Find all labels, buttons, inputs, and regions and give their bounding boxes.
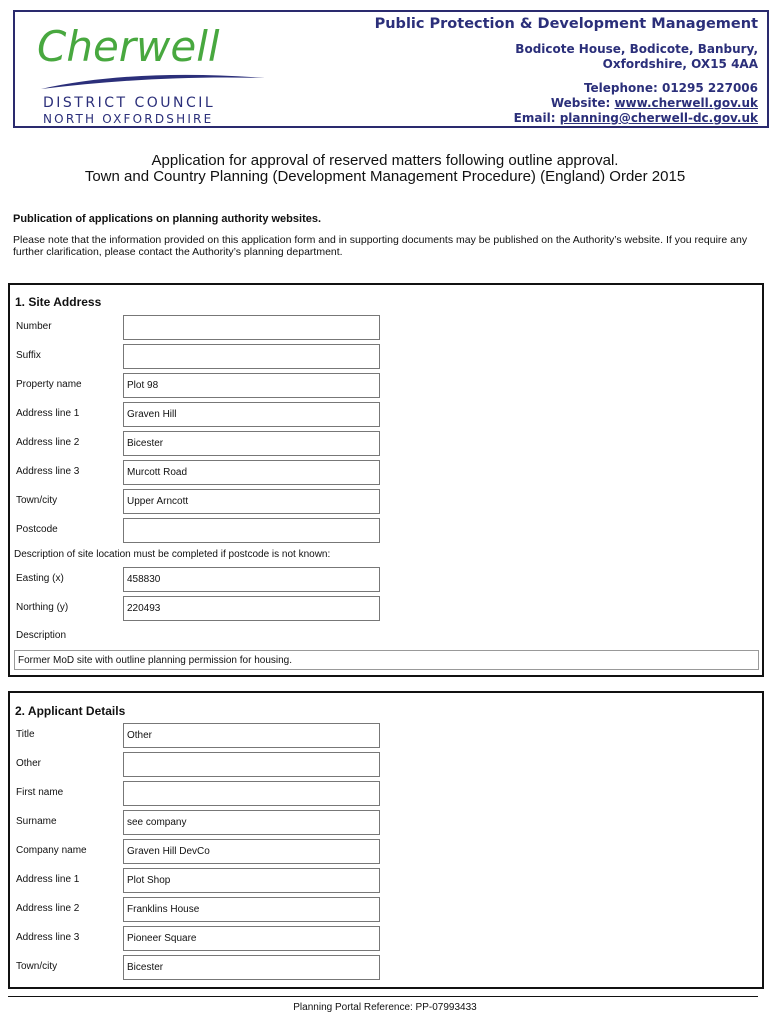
address-line-2: Oxfordshire, OX15 4AA — [602, 57, 758, 71]
property-name-field[interactable]: Plot 98 — [123, 373, 380, 398]
field-label: Other — [16, 758, 42, 769]
postcode-field[interactable] — [123, 518, 380, 543]
field-label: Suffix — [16, 350, 41, 361]
logo-line-north: NORTH OXFORDSHIRE — [43, 112, 214, 126]
number-field[interactable] — [123, 315, 380, 340]
logo-wordmark: Cherwell — [37, 22, 220, 71]
website-line — [375, 96, 758, 111]
applicant-address-line-3-field[interactable]: Pioneer Square — [123, 926, 380, 951]
email-label: Email: — [513, 111, 560, 125]
field-row — [10, 402, 762, 427]
email-link[interactable]: planning@cherwell-dc.gov.uk — [559, 111, 758, 125]
field-row — [10, 839, 762, 864]
form-title-line-2: Town and Country Planning (Development Management Procedure) (England) Order 2015 — [84, 168, 686, 185]
field-row — [10, 926, 762, 951]
council-contact-block — [375, 15, 758, 126]
field-label: Title — [16, 729, 35, 740]
field-label: Postcode — [16, 524, 58, 535]
company-name-field[interactable]: Graven Hill DevCo — [123, 839, 380, 864]
description-label: Description — [16, 630, 67, 641]
field-row — [10, 752, 762, 777]
field-label: First name — [16, 787, 64, 798]
suffix-field[interactable] — [123, 344, 380, 369]
field-row — [10, 431, 762, 456]
telephone-label: Telephone: — [583, 81, 662, 95]
department-name: Public Protection & Development Management — [374, 16, 758, 32]
field-row — [10, 810, 762, 835]
field-row — [10, 460, 762, 485]
field-row — [10, 868, 762, 893]
field-label: Address line 1 — [16, 408, 80, 419]
field-label: Town/city — [16, 495, 58, 506]
website-link[interactable]: www.cherwell.gov.uk — [614, 96, 758, 110]
field-row — [10, 344, 762, 369]
easting-field[interactable]: 458830 — [123, 567, 380, 592]
field-label: Northing (y) — [16, 602, 69, 613]
website-label: Website: — [550, 96, 615, 110]
cherwell-logo — [25, 18, 275, 128]
telephone-number: 01295 227006 — [661, 81, 758, 95]
address-line-1: Bodicote House, Bodicote, Banbury, — [515, 42, 758, 56]
field-label: Property name — [16, 379, 82, 390]
address-line-1-field[interactable]: Graven Hill — [123, 402, 380, 427]
field-label: Address line 3 — [16, 932, 80, 943]
field-label: Surname — [16, 816, 57, 827]
field-row — [10, 596, 762, 621]
footer-divider — [8, 996, 758, 997]
applicant-address-line-1-field[interactable]: Plot Shop — [123, 868, 380, 893]
field-row — [10, 723, 762, 748]
field-row — [10, 518, 762, 543]
field-row — [10, 373, 762, 398]
applicant-town-city-field[interactable]: Bicester — [123, 955, 380, 980]
address-line-3-field[interactable]: Murcott Road — [123, 460, 380, 485]
field-label: Number — [16, 321, 52, 332]
form-title — [0, 153, 770, 185]
first-name-field[interactable] — [123, 781, 380, 806]
portal-reference: Planning Portal Reference: PP-07993433 — [293, 1002, 477, 1013]
email-line — [375, 111, 758, 126]
field-label: Address line 3 — [16, 466, 80, 477]
applicant-address-line-2-field[interactable]: Franklins House — [123, 897, 380, 922]
location-note: Description of site location must be completed if postcode is not known: — [14, 549, 331, 560]
publication-text: Please note that the information provided on this application form and in supporting documents may be published on the Authority’s website. If you require any further clarification, please contact the Authority’s planning department. — [13, 234, 748, 258]
surname-field[interactable]: see company — [123, 810, 380, 835]
council-header — [13, 10, 769, 128]
field-label: Town/city — [16, 961, 58, 972]
northing-field[interactable]: 220493 — [123, 596, 380, 621]
publication-heading: Publication of applications on planning authority websites. — [13, 213, 322, 225]
form-title-line-1: Application for approval of reserved matters following outline approval. — [151, 152, 619, 169]
section-title: 1. Site Address — [15, 295, 102, 309]
logo-swoosh-icon — [37, 72, 267, 92]
field-label: Easting (x) — [16, 573, 64, 584]
section-title: 2. Applicant Details — [15, 704, 126, 718]
title-field[interactable]: Other — [123, 723, 380, 748]
field-row — [10, 955, 762, 980]
field-label: Company name — [16, 845, 87, 856]
address-line-2-field[interactable]: Bicester — [123, 431, 380, 456]
field-row — [10, 315, 762, 340]
description-field[interactable]: Former MoD site with outline planning permission for housing. — [14, 650, 759, 670]
telephone-line — [375, 81, 758, 96]
field-label: Address line 2 — [16, 437, 80, 448]
field-row — [10, 897, 762, 922]
town-city-field[interactable]: Upper Arncott — [123, 489, 380, 514]
field-row — [10, 489, 762, 514]
field-row — [10, 567, 762, 592]
field-row — [10, 781, 762, 806]
field-label: Address line 2 — [16, 903, 80, 914]
applicant-details-section — [8, 691, 764, 989]
other-title-field[interactable] — [123, 752, 380, 777]
logo-line-district: DISTRICT COUNCIL — [43, 95, 216, 111]
field-label: Address line 1 — [16, 874, 80, 885]
site-address-section — [8, 283, 764, 677]
